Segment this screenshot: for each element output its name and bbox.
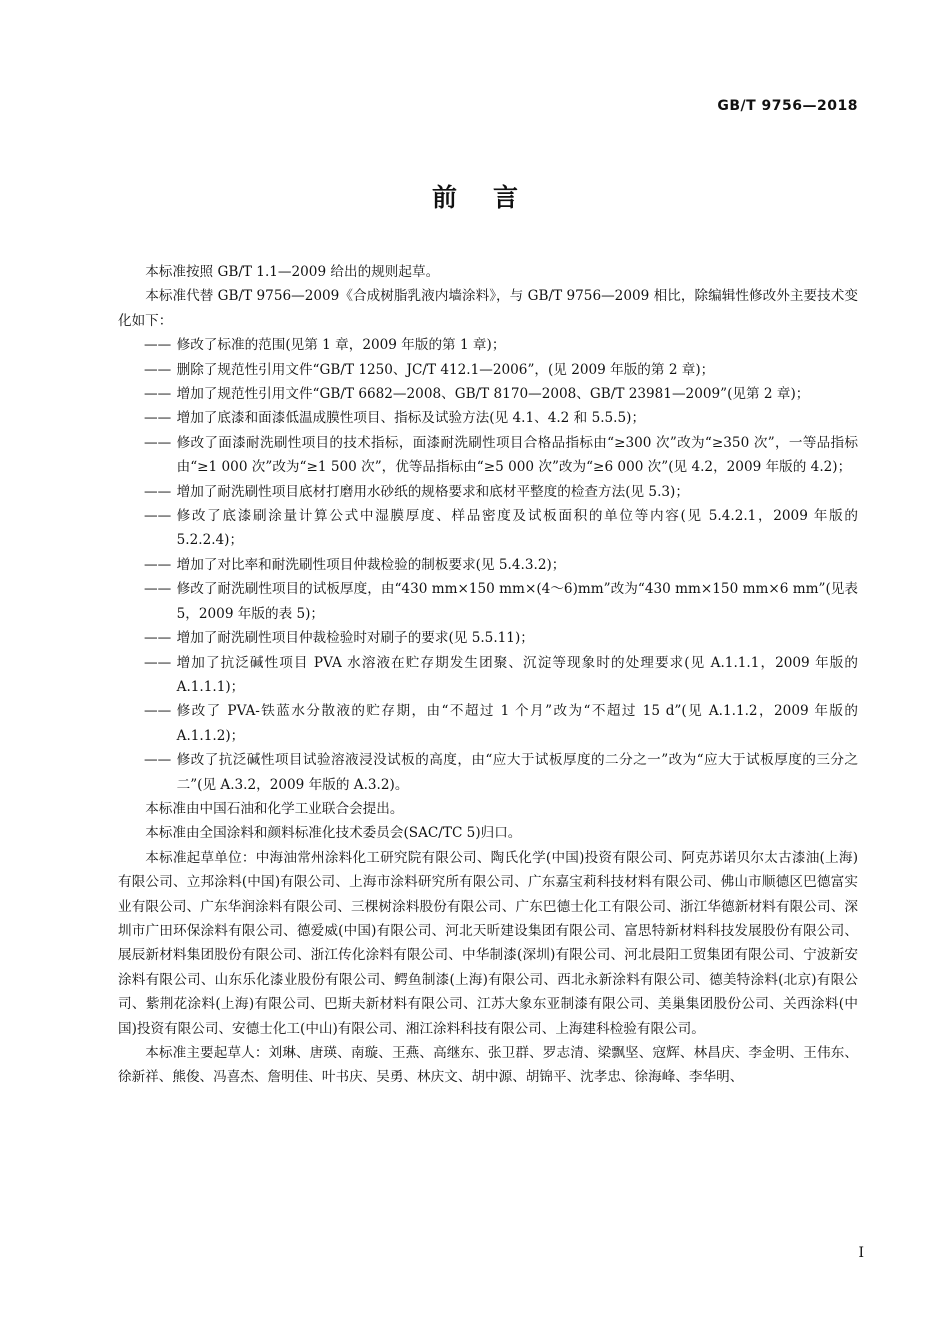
- list-item: [118, 504, 858, 553]
- list-item-text: 增加了耐洗刷性项目底材打磨用水砂纸的规格要求和底材平整度的检查方法(见 5.3)；: [176, 483, 689, 500]
- preface-body: [118, 260, 858, 1090]
- list-item: [118, 626, 858, 650]
- list-item-text: 修改了耐洗刷性项目的试板厚度，由“430 mm×150 mm×(4～6)mm”改为“430 mm×150 mm×6 mm”(见表 5，2009 年版的表 5)；: [176, 581, 858, 622]
- list-item-text: 增加了底漆和面漆低温成膜性项目、指标及试验方法(见 4.1、4.2 和 5.5.5)；: [176, 410, 646, 427]
- list-item: [118, 748, 858, 797]
- paragraph: 本标准由全国涂料和颜料标准化技术委员会(SAC/TC 5)归口。: [145, 825, 522, 842]
- list-item: [118, 651, 858, 700]
- list-item: [118, 431, 858, 480]
- paragraph: 本标准由中国石油和化学工业联合会提出。: [145, 800, 404, 817]
- page-title: 前言: [431, 183, 554, 212]
- list-item-text: 增加了对比率和耐洗刷性项目仲裁检验的制板要求(见 5.4.3.2)；: [176, 556, 566, 573]
- list-item-text: 增加了抗泛碱性项目 PVA 水溶液在贮存期发生团聚、沉淀等现象时的处理要求(见 A.1.1.1，2009 年版的 A.1.1.1)；: [176, 654, 858, 695]
- list-item: [118, 699, 858, 748]
- list-item: [118, 333, 858, 357]
- list-item-text: 修改了标准的范围(见第 1 章，2009 年版的第 1 章)；: [176, 337, 506, 354]
- list-item-text: 删除了规范性引用文件“GB/T 1250、JC/T 412.1—2006”，(见 2009 年版的第 2 章)；: [176, 361, 715, 378]
- drafters-paragraph: 本标准主要起草人：刘琳、唐瑛、南璇、王燕、高继东、张卫群、罗志清、梁飘坚、寇辉、林昌庆、李金明、王伟东、徐新祥、熊俊、冯喜杰、詹明佳、叶书庆、吴勇、林庆文、胡中源、胡锦平、沈孝忠、徐海峰、李华明、: [118, 1045, 858, 1086]
- list-item: [118, 358, 858, 382]
- list-item: [118, 553, 858, 577]
- dash-marker: ——: [144, 508, 172, 525]
- dash-marker: ——: [144, 483, 172, 500]
- dash-marker: ——: [144, 361, 172, 378]
- changes-list: [118, 333, 858, 797]
- list-item-text: 增加了规范性引用文件“GB/T 6682—2008、GB/T 8170—2008、GB/T 23981—2009”(见第 2 章)；: [176, 386, 810, 403]
- dash-marker: ——: [144, 434, 172, 451]
- list-item-text: 增加了耐洗刷性项目仲裁检验时对刷子的要求(见 5.5.11)；: [176, 630, 534, 647]
- list-item: [118, 406, 858, 430]
- list-item-text: 修改了面漆耐洗刷性项目的技术指标，面漆耐洗刷性项目合格品指标由“≥300 次”改为“≥350 次”，一等品指标由“≥1 000 次”改为“≥1 500 次”，优等品指标由“≥5 000 次”改为“≥6 000 次”(见 4.2，2009 年版的 4.2)；: [176, 434, 858, 476]
- list-item-text: 修改了抗泛碱性项目试验溶液浸没试板的高度，由“应大于试板厚度的二分之一”改为“应大于试板厚度的三分之二”(见 A.3.2，2009 年版的 A.3.2)。: [176, 752, 858, 793]
- dash-marker: ——: [144, 410, 172, 427]
- dash-marker: ——: [144, 337, 172, 354]
- drafting-units-paragraph: 本标准起草单位：中海油常州涂料化工研究院有限公司、陶氏化学(中国)投资有限公司、阿克苏诺贝尔太古漆油(上海)有限公司、立邦涂料(中国)有限公司、上海市涂料研究所有限公司、广东嘉宝莉科技材料有限公司、佛山市顺德区巴德富实业有限公司、广东华润涂料有限公司、三棵树涂料股份有限公司、广东巴德士化工有限公司、浙江华德新材料有限公司、深圳市广田环保涂料有限公司、德爱威(中国)有限公司、河北天昕建设集团有限公司、富思特新材料科技发展股份有限公司、展辰新材料集团股份有限公司、浙江传化涂料有限公司、中华制漆(深圳)有限公司、河北晨阳工贸集团有限公司、宁波新安涂料有限公司、山东乐化漆业股份有限公司、鳄鱼制漆(上海)有限公司、西北永新涂料有限公司、德美特涂料(北京)有限公司、紫荆花涂料(上海)有限公司、巴斯夫新材料有限公司、江苏大象东亚制漆有限公司、美巢集团股份公司、关西涂料(中国)投资有限公司、安德士化工(中山)有限公司、湘江涂料科技有限公司、上海建科检验有限公司。: [118, 849, 858, 1037]
- dash-marker: ——: [144, 654, 172, 671]
- list-item-text: 修改了底漆刷涂量计算公式中湿膜厚度、样品密度及试板面积的单位等内容(见 5.4.2.1，2009 年版的 5.2.2.4)；: [176, 508, 858, 549]
- standard-code: GB/T 9756—2018: [717, 98, 858, 114]
- list-item-text: 修改了 PVA-铁蓝水分散液的贮存期，由“不超过 1 个月”改为“不超过 15 d”(见 A.1.1.2，2009 年版的 A.1.1.2)；: [176, 703, 858, 744]
- dash-marker: ——: [144, 556, 172, 573]
- page-number: I: [858, 1245, 864, 1261]
- list-item: [118, 480, 858, 504]
- list-item: [118, 382, 858, 406]
- dash-marker: ——: [144, 703, 172, 720]
- dash-marker: ——: [144, 581, 172, 598]
- list-item: [118, 577, 858, 626]
- dash-marker: ——: [144, 386, 172, 403]
- dash-marker: ——: [144, 630, 172, 647]
- paragraph: 本标准代替 GB/T 9756—2009《合成树脂乳液内墙涂料》，与 GB/T 9756—2009 相比，除编辑性修改外主要技术变化如下：: [118, 288, 858, 329]
- dash-marker: ——: [144, 752, 172, 769]
- paragraph: 本标准按照 GB/T 1.1—2009 给出的规则起草。: [145, 264, 440, 280]
